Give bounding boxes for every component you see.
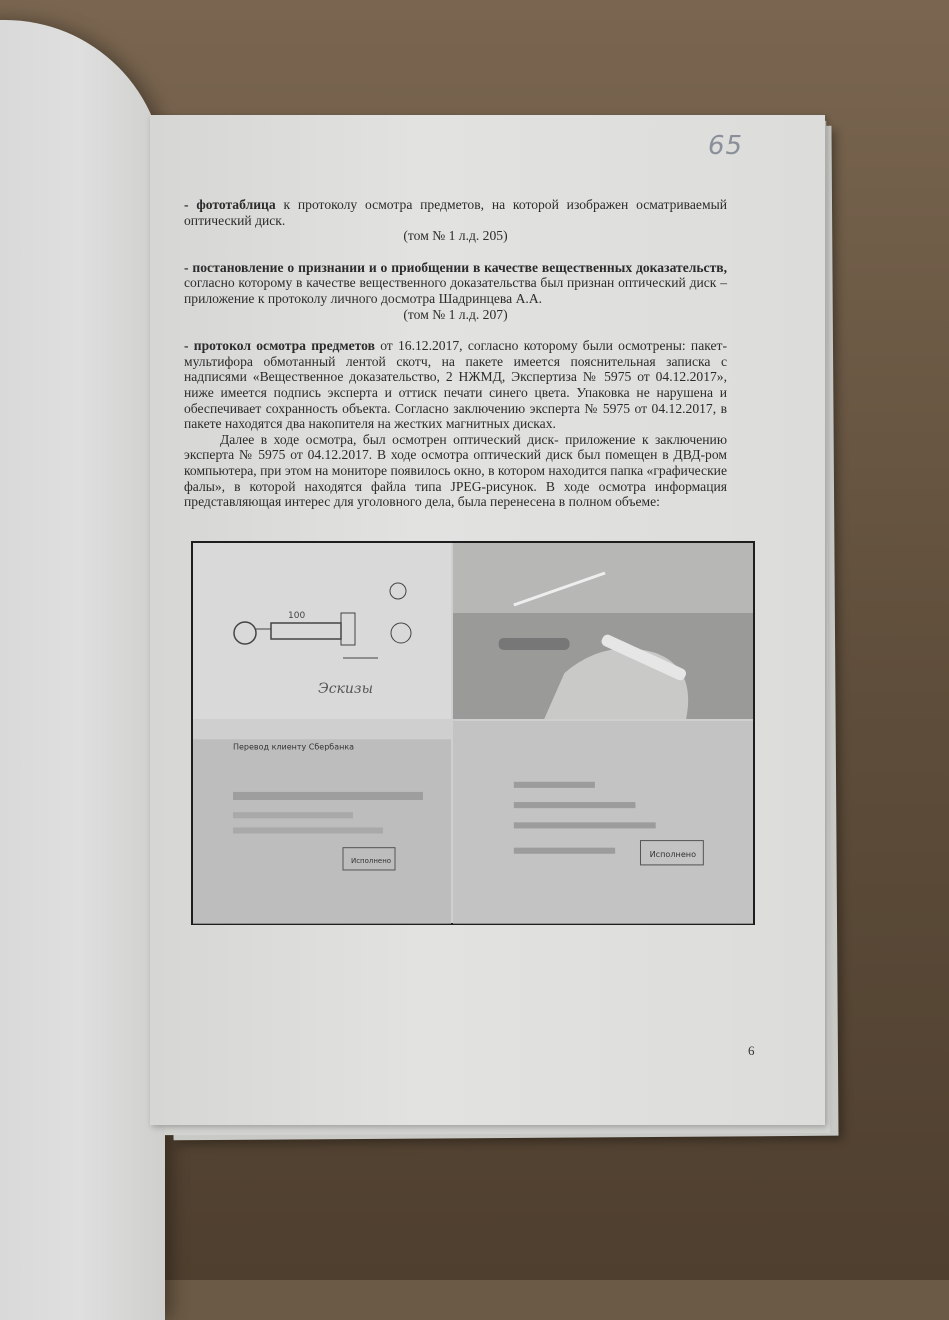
- phototable-reference: (том № 1 л.д. 205): [403, 228, 508, 244]
- stamp-right: Исполнено: [649, 848, 697, 859]
- resolution-heading: - постановление о признании и о приобщении в качестве вещественных доказательств,: [184, 259, 727, 275]
- screenshot-title: Перевод клиенту Сбербанка: [233, 742, 355, 752]
- stamp-left: Исполнено: [351, 855, 392, 865]
- paragraph-protocol: [184, 338, 727, 432]
- paragraph-phototable: [184, 197, 727, 228]
- photo-table: [191, 541, 755, 925]
- protocol-text: от 16.12.2017, согласно которому были осмотрены: пакет-мультифора обмотанный лентой скотч, на пакете имеется пояснительная записка с надписями «Вещественное доказательство, 2 НЖМД, Экспертиза № 5975 от 04.12.2017», ниже имеется подпись эксперта и оттиск печати синего цвета. Упаковка не нарушена и обеспечивает сохранность объекта. Согласно заключению эксперта № 5975 от 04.12.2017, в пакете находятся два накопителя на жестких магнитных дисках.: [184, 338, 727, 432]
- svg-text:100: 100: [288, 611, 306, 621]
- sketch-label: Эскизы: [318, 681, 373, 697]
- page-number: 6: [748, 1043, 755, 1058]
- photo-screenshot-1: [193, 721, 451, 924]
- resolution-text: согласно которому в качестве вещественного доказательства был признан оптический диск – приложение к протоколу личного досмотра Шадринцева А.А.: [184, 275, 727, 306]
- photo-sketch: [193, 543, 451, 719]
- phototable-text: к протоколу осмотра предметов, на которой изображен осматриваемый оптический диск.: [184, 197, 727, 228]
- document-page: [150, 115, 825, 1125]
- paragraph-resolution: [184, 260, 727, 307]
- page-body: [184, 197, 727, 510]
- facing-page: [0, 20, 165, 1320]
- photo-screenshot-2: [453, 721, 753, 924]
- photo-hand-tool: [453, 543, 753, 719]
- protocol-heading: - протокол осмотра предметов: [184, 338, 375, 354]
- resolution-reference: (том № 1 л.д. 207): [403, 306, 508, 322]
- handwritten-page-mark: 65: [708, 131, 744, 161]
- phototable-heading: - фототаблица: [184, 197, 276, 212]
- paragraph-inspection: Далее в ходе осмотра, был осмотрен оптический диск- приложение к заключению эксперта № 5975 от 04.12.2017. В ходе осмотра оптический диск был помещен в ДВД-ром компьютера, при этом на мониторе появилось окно, в котором находится папка «графические фалы», в которой находятся файла типа JPEG-рисунок. В ходе осмотра информация представляющая интерес для уголовного дела, была перенесена в полном объеме:: [184, 431, 727, 510]
